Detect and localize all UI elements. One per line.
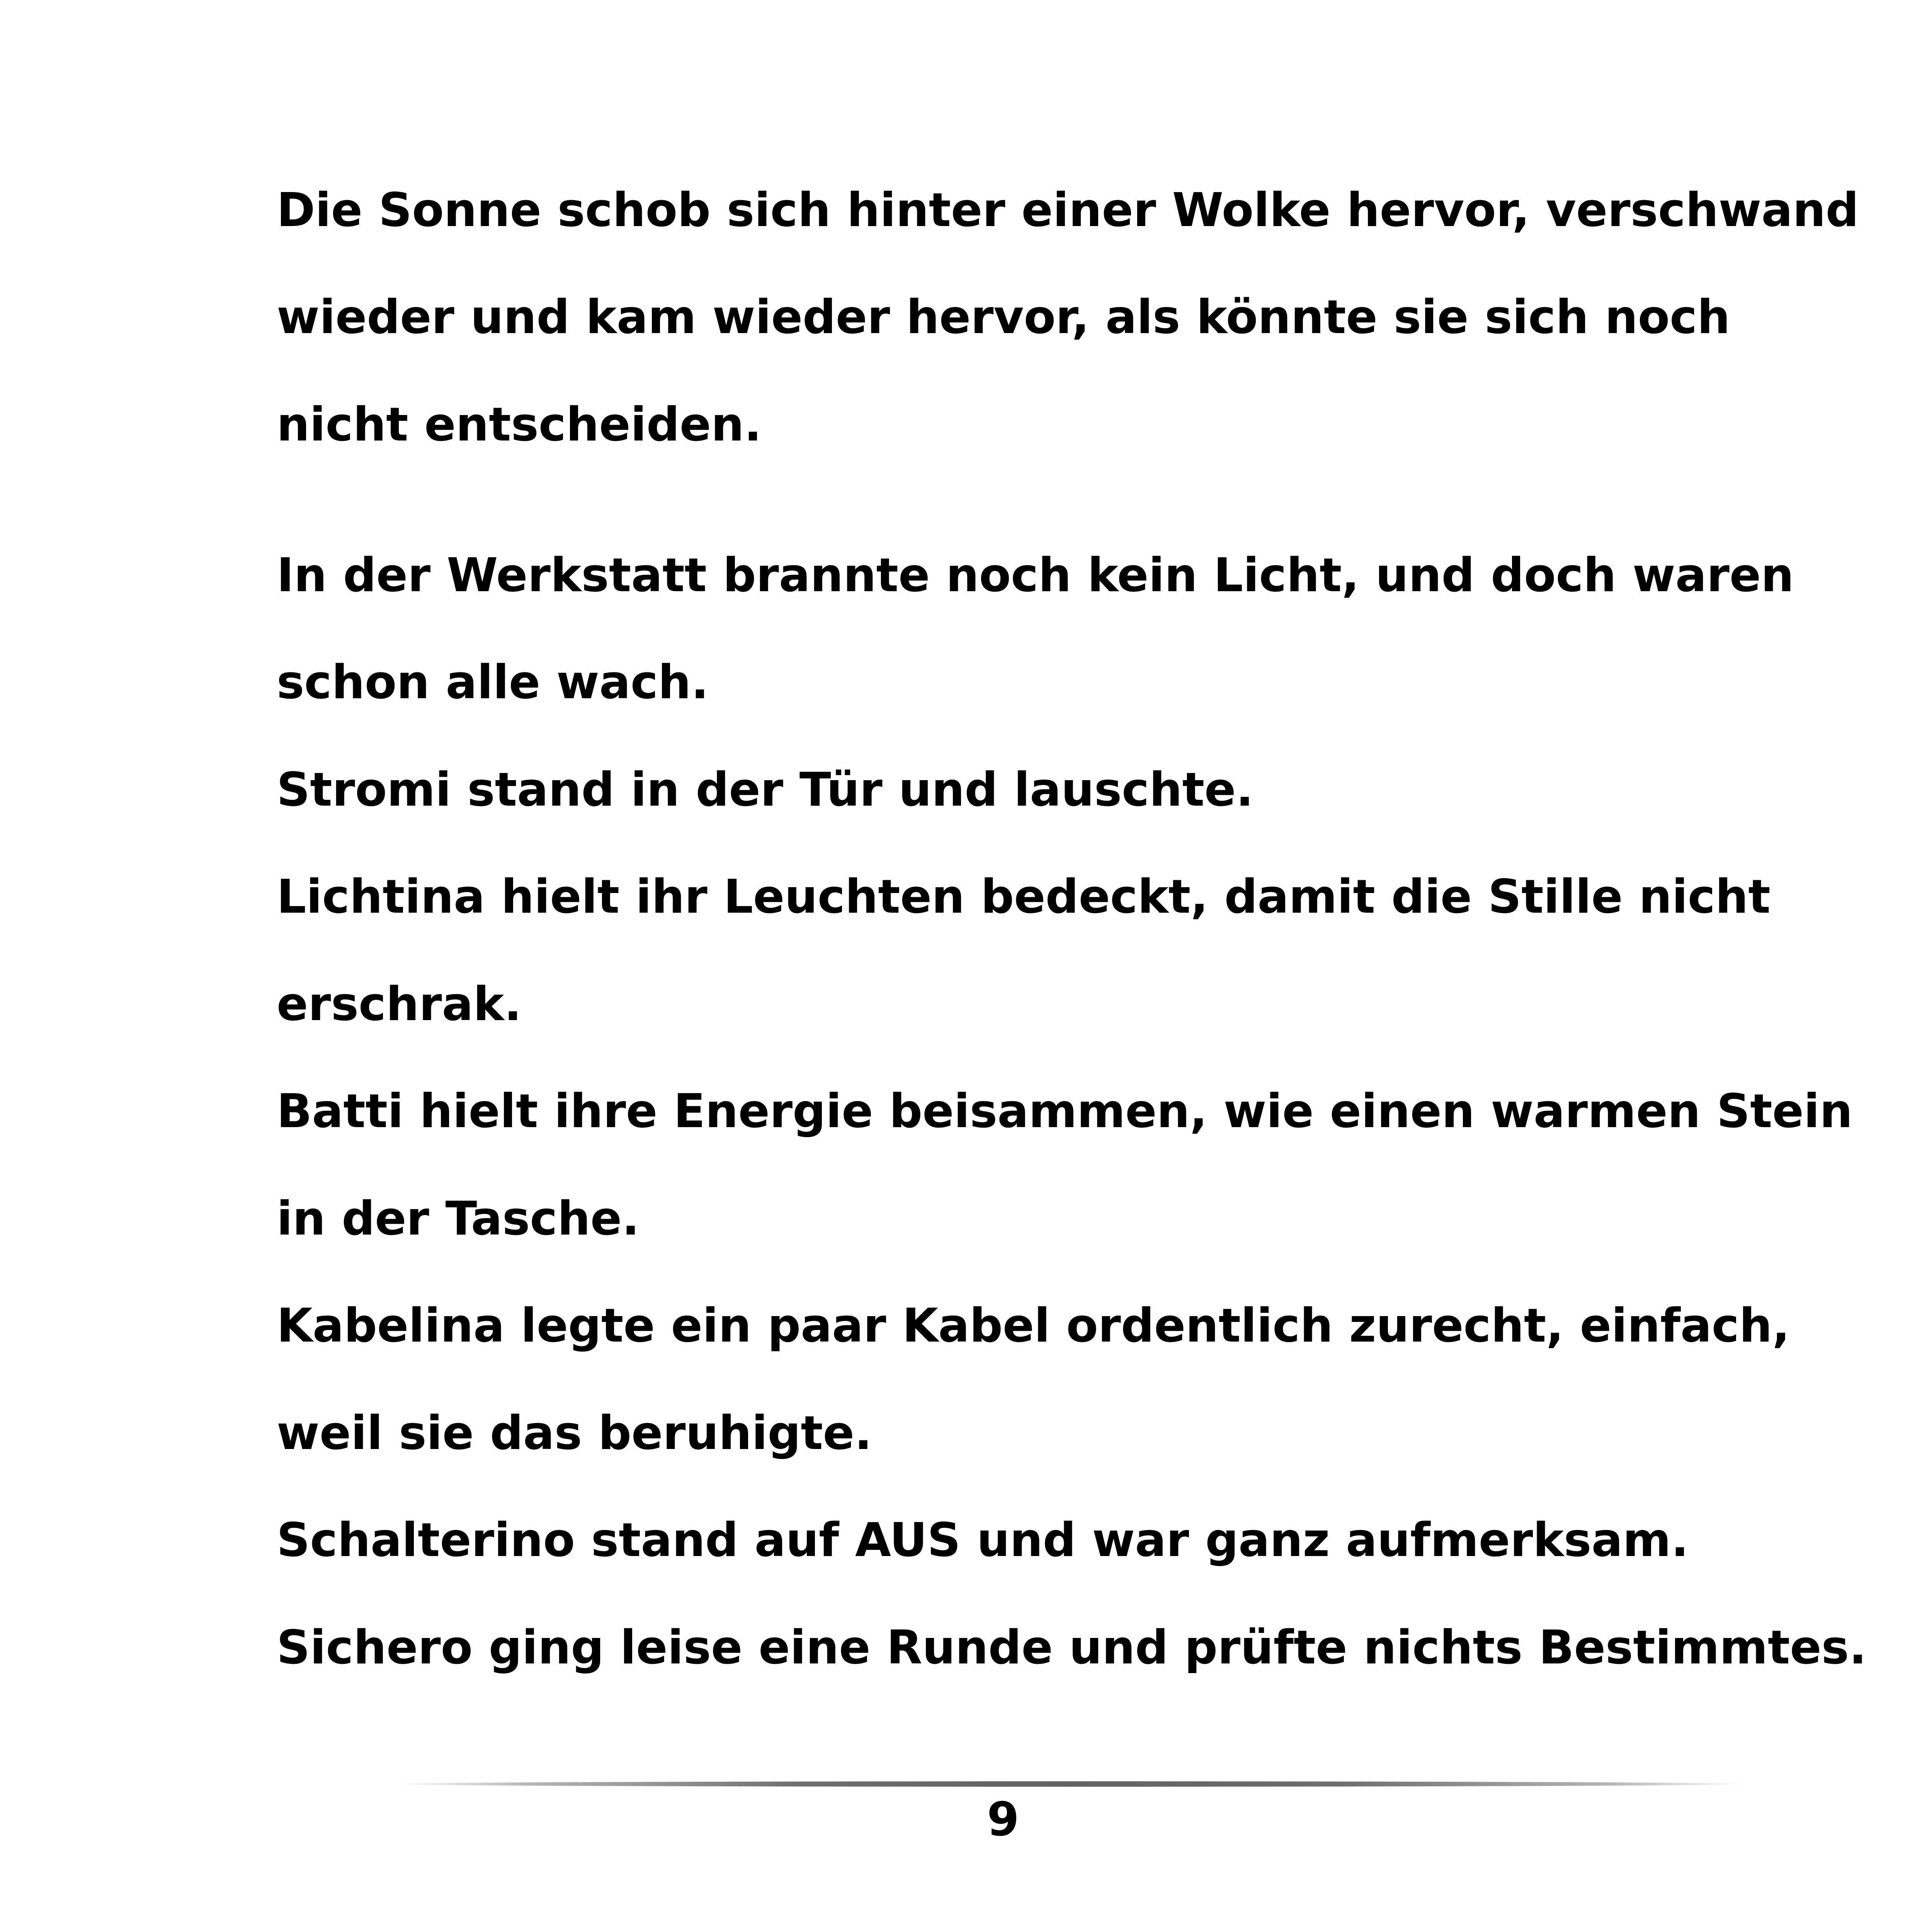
text-line: Die Sonne schob sich hinter einer Wolke hervor, verschwand xyxy=(277,184,1859,237)
text-line: Batti hielt ihre Energie beisammen, wie einen warmen Stein xyxy=(277,1085,1853,1138)
text-line: weil sie das beruhigte. xyxy=(277,1406,872,1460)
text-line: Lichtina hielt ihr Leuchten bedeckt, damit die Stille nicht xyxy=(277,870,1770,924)
text-line: In der Werkstatt brannte noch kein Licht, und doch waren xyxy=(277,549,1794,602)
text-line: Schalterino stand auf AUS und war ganz aufmerksam. xyxy=(277,1514,1689,1567)
footer-divider xyxy=(394,1781,1747,1787)
text-line: schon alle wach. xyxy=(277,656,709,709)
text-line: nicht entscheiden. xyxy=(277,398,762,452)
text-line: wieder und kam wieder hervor, als könnte sie sich noch xyxy=(277,291,1730,344)
text-line: Sichero ging leise eine Runde und prüfte nichts Bestimmtes. xyxy=(277,1621,1867,1675)
text-line: Stromi stand in der Tür und lauschte. xyxy=(277,763,1254,817)
text-line: erschrak. xyxy=(277,978,522,1031)
text-line: in der Tasche. xyxy=(277,1192,639,1246)
page-number: 9 xyxy=(987,1793,1019,1847)
text-line: Kabelina legte ein paar Kabel ordentlich zurecht, einfach, xyxy=(277,1299,1790,1353)
